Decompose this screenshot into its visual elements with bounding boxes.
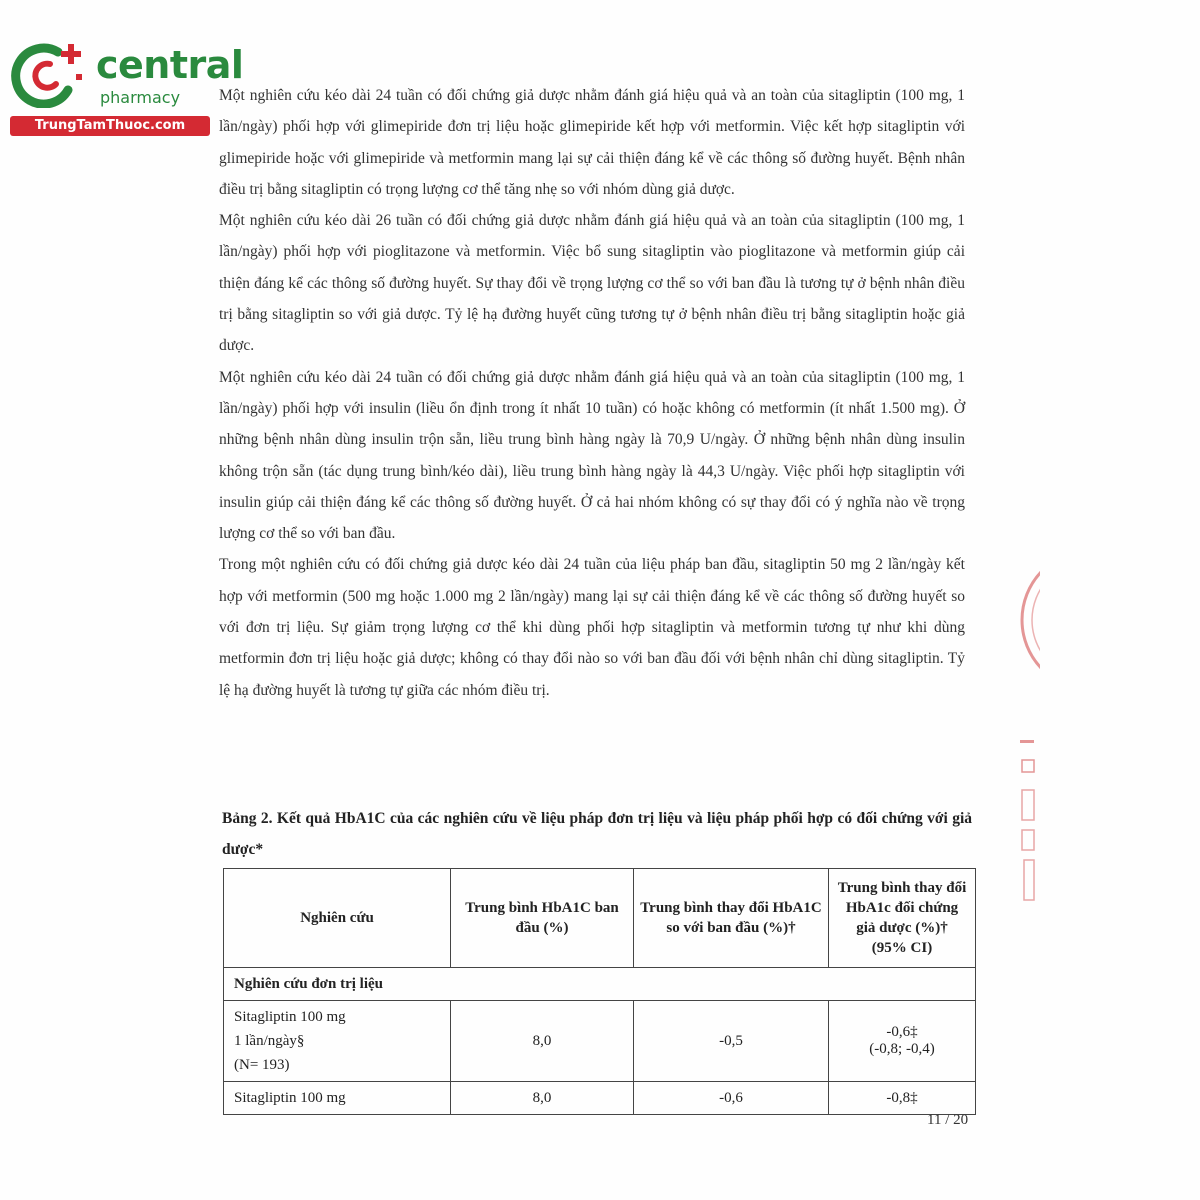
ci-value: (-0,8; -0,4) <box>869 1041 935 1057</box>
header-baseline: Trung bình HbA1C ban đầu (%) <box>451 869 634 968</box>
paragraph-1: Một nghiên cứu kéo dài 24 tuần có đối chứng giả dược nhằm đánh giá hiệu quả và an toàn của sitagliptin (100 mg, 1 lần/ngày) phối hợp với glimepiride đơn trị liệu hoặc glimepiride kết hợp với metformin. Việc kết hợp sitagliptin với glimepiride hoặc với glimepiride và metformin mang lại sự cải thiện đáng kể về các thông số đường huyết. Bệnh nhân điều trị bằng sitagliptin có trọng lượng cơ thể tăng nhẹ so với nhóm dùng giả dược. <box>219 87 965 198</box>
header-ci-label: (95% CI) <box>871 940 933 956</box>
hba1c-results-table <box>223 868 976 1115</box>
paragraph-2: Một nghiên cứu kéo dài 26 tuần có đối chứng giả dược nhằm đánh giá hiệu quả và an toàn của sitagliptin (100 mg, 1 lần/ngày) phối hợp với pioglitazone và metformin. Việc bổ sung sitagliptin vào pioglitazone và metformin giúp cải thiện đáng kể các thông số đường huyết. Sự thay đổi về trọng lượng cơ thể so với ban đầu là tương tự ở bệnh nhân điều trị bằng sitagliptin so với giả dược. Tỷ lệ hạ đường huyết cũng tương tự ở bệnh nhân điều trị bằng sitagliptin hoặc giả dược. <box>219 212 965 355</box>
page-number: 11 / 20 <box>927 1112 969 1128</box>
header-change: Trung bình thay đổi HbA1C so với ban đầu (%)† <box>634 869 829 968</box>
placebo-adjusted-cell: -0,8‡ <box>829 1082 976 1115</box>
paragraph-4: Trong một nghiên cứu có đối chứng giả dược kéo dài 24 tuần của liệu pháp ban đầu, sitagliptin 50 mg 2 lần/ngày kết hợp với metformin (500 mg hoặc 1.000 mg 2 lần/ngày) mang lại sự cải thiện đáng kể về các thông số đường huyết so với đơn trị liệu. Sự giảm trọng lượng cơ thể khi dùng phối hợp sitagliptin và metformin tương tự như khi dùng metformin đơn trị liệu hoặc giả dược; không có thay đổi nào so với ban đầu đối với bệnh nhân chỉ dùng sitagliptin. Tỷ lệ hạ đường huyết là tương tự giữa các nhóm điều trị. <box>219 556 965 699</box>
change-cell: -0,5 <box>634 1001 829 1082</box>
header-study: Nghiên cứu <box>224 869 451 968</box>
header-placebo-adjusted-label: Trung bình thay đổi HbA1c đối chứng giả dược (%)† <box>837 880 967 936</box>
logo-name: central <box>96 43 244 87</box>
study-dosing: 1 lần/ngày§ <box>234 1033 305 1049</box>
study-n: (N= 193) <box>234 1057 290 1073</box>
study-cell <box>224 1001 451 1082</box>
study-name: Sitagliptin 100 mg <box>234 1009 346 1025</box>
table-caption: Bảng 2. Kết quả HbA1C của các nghiên cứu về liệu pháp đơn trị liệu và liệu pháp phối hợp có đối chứng với giả dược* <box>222 810 972 858</box>
logo-subtitle: pharmacy <box>100 88 181 107</box>
placebo-adjusted-value: -0,6‡ <box>886 1024 918 1040</box>
table-row <box>224 1082 976 1115</box>
header-placebo-adjusted <box>829 869 976 968</box>
change-cell: -0,6 <box>634 1082 829 1115</box>
section-monotherapy: Nghiên cứu đơn trị liệu <box>224 968 976 1001</box>
table-header-row <box>224 869 976 968</box>
study-name: Sitagliptin 100 mg <box>224 1082 451 1115</box>
pharmacy-logo[interactable] <box>10 38 244 138</box>
placebo-adjusted-cell <box>829 1001 976 1082</box>
red-stamp-seal-icon <box>1012 560 1040 920</box>
paragraph-3: Một nghiên cứu kéo dài 24 tuần có đối chứng giả dược nhằm đánh giá hiệu quả và an toàn của sitagliptin (100 mg, 1 lần/ngày) phối hợp với insulin (liều ổn định trong ít nhất 10 tuần) có hoặc không có metformin (ít nhất 1.500 mg). Ở những bệnh nhân dùng insulin trộn sẵn, liều trung bình hàng ngày là 70,9 U/ngày. Ở những bệnh nhân dùng insulin không trộn sẵn (tác dụng trung bình/kéo dài), liều trung bình hàng ngày là 44,3 U/ngày. Việc phối hợp sitagliptin với insulin giúp cải thiện đáng kể các thông số đường huyết. Ở cả hai nhóm không có sự thay đổi có ý nghĩa nào về trọng lượng cơ thể so với ban đầu. <box>219 368 965 543</box>
table-row <box>224 1001 976 1082</box>
baseline-cell: 8,0 <box>451 1001 634 1082</box>
table-section-row <box>224 968 976 1001</box>
central-pharmacy-logo-icon <box>10 38 90 108</box>
body-text <box>219 80 965 706</box>
logo-url-banner[interactable]: TrungTamThuoc.com <box>10 116 210 136</box>
baseline-cell: 8,0 <box>451 1082 634 1115</box>
